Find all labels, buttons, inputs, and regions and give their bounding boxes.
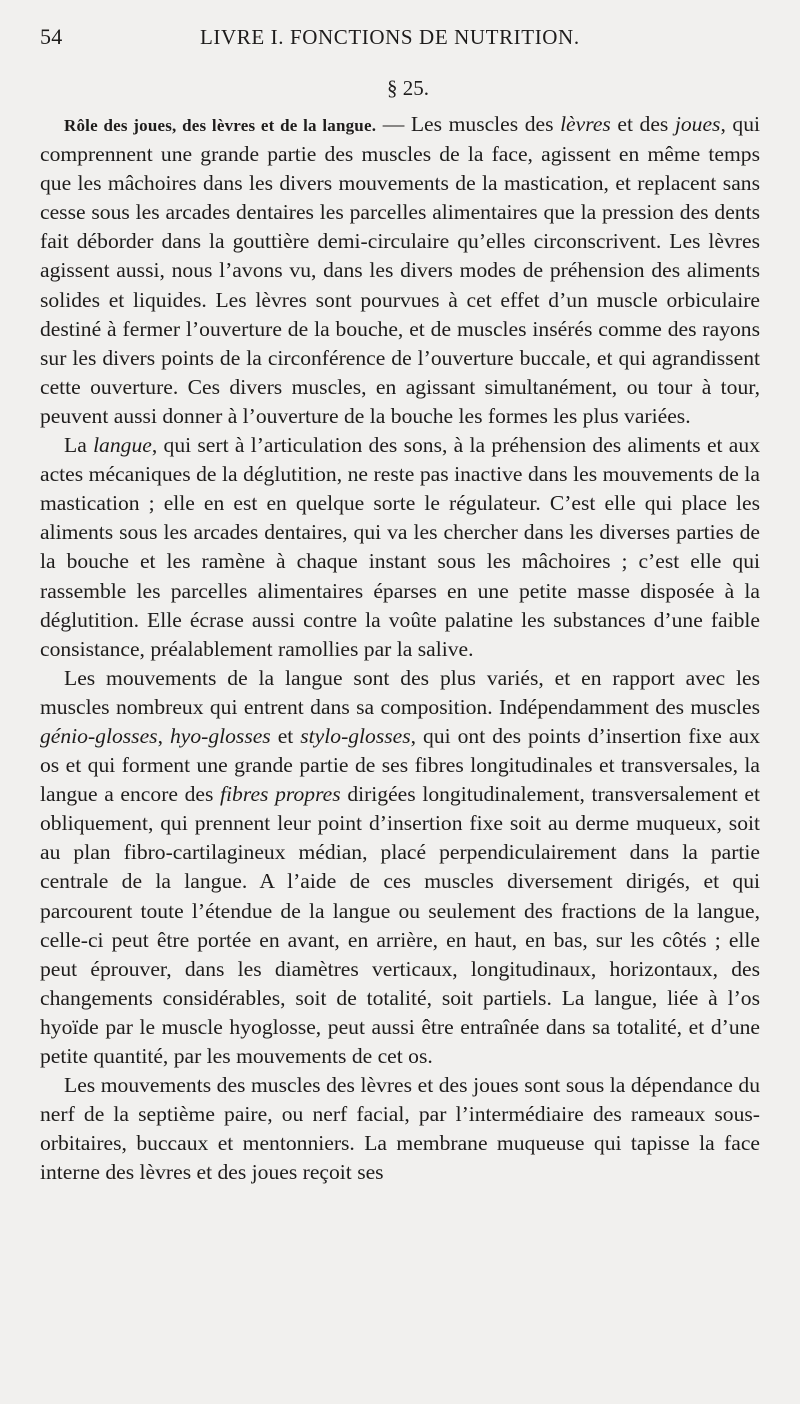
text-run: , qui sert à l’articulation des sons, à la préhension des aliments et aux actes mécaniques de la déglutition, ne reste pas inactive dans les mouvements de la mastication ; elle en est en quelque sorte le régulateur. C’est elle qui place les aliments sous les arcades dentaires, qui va les chercher dans les diverses parties de la bouche et les ramène à chaque instant sous les mâchoires ; c’est elle qui rassemble les parcelles alimentaires éparses en une petite masse disposée à la déglutition. Elle écrase aussi contre la voûte palatine les substances d’une faible consistance, préalablement ramollies par la salive.: [40, 433, 760, 661]
text-run: , qui comprennent une grande partie des muscles de la face, agissent en même temps que les mâchoires dans les divers mouvements de la mastication, et replacent sans cesse sous les arcades dentaires les parcelles alimentaires que la pression des dents fait déborder dans la gouttière demi-circulaire qu’elles circonscrivent. Les lèvres agissent aussi, nous l’avons vu, dans les divers modes de préhension des aliments solides et liquides. Les lèvres sont pourvues à cet effet d’un muscle orbiculaire destiné à fermer l’ouverture de la bouche, et de muscles insérés comme des rayons sur les divers points de la circonférence de l’ouverture buccale, et qui agrandissent cette ouverture. Ces divers muscles, en agissant simultanément, ou tour à tour, peuvent aussi donner à l’ouverture de la bouche les formes les plus variées.: [40, 112, 760, 428]
text-run: , qui ont des points d’insertion fixe aux os et qui forment une grande partie de ses fibres longitudinales et transversales, la langue a encore des: [40, 723, 761, 807]
text-run: et: [270, 723, 301, 748]
page-header: [40, 24, 760, 64]
italic-term: hyo-glosses: [169, 723, 271, 748]
text-run: et des: [610, 112, 675, 136]
paragraph: [40, 431, 760, 664]
paragraph: [40, 110, 760, 431]
italic-term: lèvres: [560, 112, 611, 136]
section-number: § 25.: [387, 76, 429, 100]
italic-term: génio-glosses: [40, 723, 158, 748]
body-text: [40, 110, 760, 1187]
running-head: LIVRE I. FONCTIONS DE NUTRITION.: [200, 25, 580, 49]
page-number: 54: [40, 24, 63, 49]
italic-term: fibres propres: [220, 782, 341, 807]
text-run: ,: [157, 723, 170, 748]
italic-term: stylo-glosses: [300, 723, 411, 748]
text-run: La: [64, 433, 94, 458]
text-run: Les mouvements de la langue sont des plus variés, et en rapport avec les muscles nombreux qui entrent dans sa composition. Indépendamment des muscles: [40, 665, 760, 719]
italic-term: langue: [93, 433, 152, 458]
paragraph: [40, 1071, 760, 1187]
text-run: Les mouvements des muscles des lèvres et des joues sont sous la dépendance du nerf de la septième paire, ou nerf facial, par l’intermédiaire des rameaux sous-orbitaires, buccaux et mentonniers. La membrane muqueuse qui tapisse la face interne des lèvres et des joues reçoit ses: [40, 1073, 760, 1185]
paragraph: [40, 664, 760, 1071]
italic-term: joues: [674, 112, 721, 136]
paragraph-heading: Rôle des joues, des lèvres et de la langue.: [64, 116, 377, 135]
text-run: dirigées longitudinalement, transversalement et obliquement, qui prennent leur point d’insertion fixe soit au derme muqueux, soit au plan fibro-cartilagineux médian, placé perpendiculairement dans la partie centrale de la langue. A l’aide de ces muscles diversement dirigés, et qui parcourent toute l’étendue de la langue ou seulement des fractions de la langue, celle-ci peut être portée en avant, en arrière, en haut, en bas, sur les côtés ; elle peut éprouver, dans les diamètres verticaux, longitudinaux, horizontaux, des changements considérables, soit de totalité, soit partiels. La langue, liée à l’os hyoïde par le muscle hyoglosse, peut aussi être entraînée dans sa totalité, et d’une petite quantité, par les mouvements de cet os.: [40, 782, 761, 1068]
text-run: — Les muscles des: [376, 112, 561, 136]
